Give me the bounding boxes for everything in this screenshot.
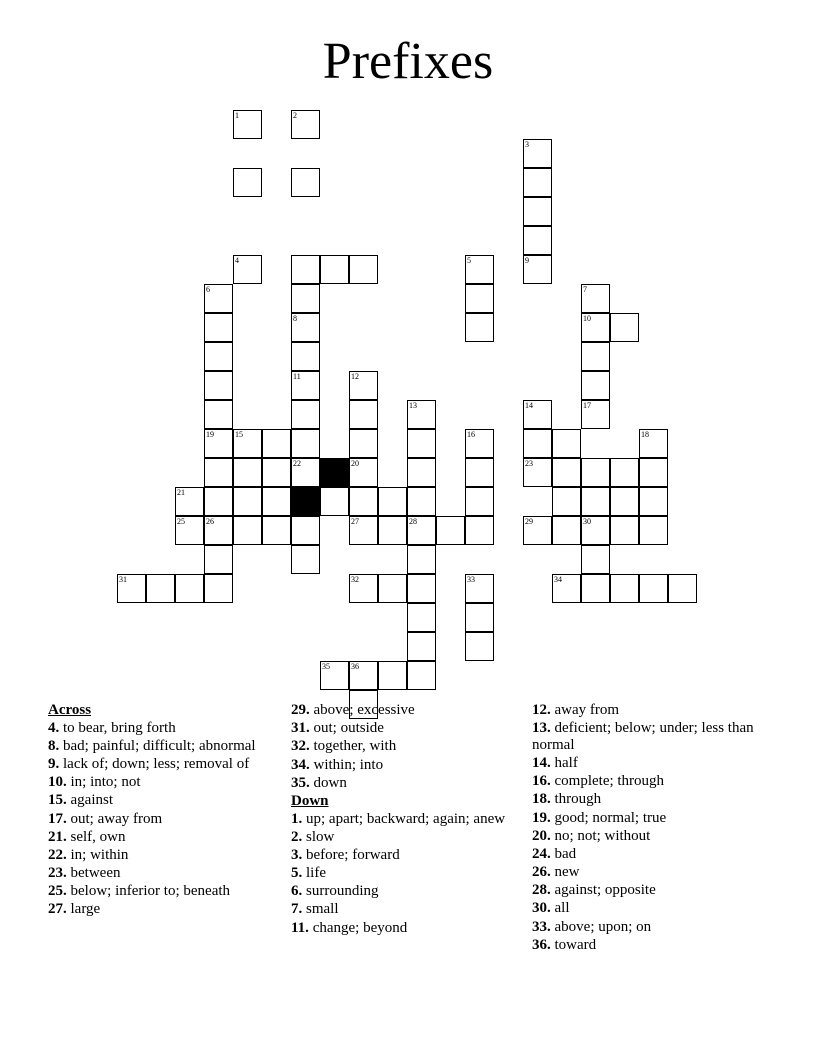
- grid-cell[interactable]: [204, 487, 233, 516]
- across-clue: [48, 756, 280, 773]
- grid-cell[interactable]: [523, 197, 552, 226]
- cell-number: 29: [525, 517, 533, 526]
- down-clue: [291, 883, 523, 900]
- grid-cell[interactable]: [204, 574, 233, 603]
- grid-cell[interactable]: [465, 255, 494, 284]
- cell-number: 11: [293, 372, 301, 381]
- cell-number: 14: [525, 401, 533, 410]
- cell-number: 32: [351, 575, 359, 584]
- grid-cell[interactable]: [610, 458, 639, 487]
- grid-cell[interactable]: [262, 429, 291, 458]
- across-clue: [291, 775, 523, 792]
- grid-cell[interactable]: [378, 487, 407, 516]
- clue-text: together, with: [309, 738, 397, 755]
- black-cell: [291, 487, 320, 516]
- cell-number: 8: [293, 314, 297, 323]
- clue-text: away from: [550, 702, 620, 718]
- grid-cell[interactable]: [610, 574, 639, 603]
- clue-text: self, own: [66, 828, 126, 845]
- grid-cell[interactable]: [349, 458, 378, 487]
- grid-cell[interactable]: [146, 574, 175, 603]
- cell-number: 31: [119, 575, 127, 584]
- clue-text: bad; painful; difficult; abnormal: [59, 737, 256, 754]
- clue-number: 6.: [291, 883, 303, 900]
- down-clue: [532, 810, 764, 827]
- clue-number: 24.: [532, 845, 551, 862]
- grid-cell[interactable]: [204, 313, 233, 342]
- clue-number: 7.: [291, 901, 303, 918]
- grid-cell[interactable]: [291, 458, 320, 487]
- grid-cell[interactable]: [349, 661, 378, 690]
- grid-cell[interactable]: [610, 313, 639, 342]
- grid-cell[interactable]: [552, 458, 581, 487]
- clue-text: surrounding: [302, 883, 379, 900]
- clue-text: down: [309, 774, 347, 791]
- across-clue: [48, 774, 280, 791]
- grid-cell[interactable]: [581, 284, 610, 313]
- cell-number: 27: [351, 517, 359, 526]
- grid-cell[interactable]: [639, 429, 668, 458]
- clue-text: up; apart; backward; again; anew: [302, 810, 506, 827]
- clue-number: 2.: [291, 828, 303, 845]
- grid-cell[interactable]: [581, 545, 610, 574]
- down-clue: [532, 846, 764, 863]
- clue-number: 29.: [291, 702, 310, 718]
- grid-cell[interactable]: [349, 371, 378, 400]
- grid-cell[interactable]: [436, 516, 465, 545]
- grid-cell[interactable]: [523, 255, 552, 284]
- down-clue: [532, 773, 764, 790]
- grid-cell[interactable]: [639, 516, 668, 545]
- clue-text: slow: [302, 828, 335, 845]
- grid-cell[interactable]: [291, 429, 320, 458]
- clue-column-2: [291, 702, 523, 938]
- clue-text: all: [550, 900, 570, 917]
- clue-text: change; beyond: [308, 919, 408, 936]
- grid-cell[interactable]: [320, 255, 349, 284]
- clue-text: toward: [550, 936, 597, 953]
- grid-cell[interactable]: [291, 313, 320, 342]
- clue-column-1: [48, 702, 280, 920]
- clue-number: 5.: [291, 865, 303, 882]
- cell-number: 18: [641, 430, 649, 439]
- grid-cell[interactable]: [523, 400, 552, 429]
- cell-number: 21: [177, 488, 185, 497]
- grid-cell[interactable]: [523, 516, 552, 545]
- clue-number: 11.: [291, 919, 309, 936]
- clue-text: in; into; not: [66, 774, 141, 791]
- grid-cell[interactable]: [407, 516, 436, 545]
- grid-cell[interactable]: [465, 516, 494, 545]
- grid-cell[interactable]: [175, 574, 204, 603]
- grid-cell[interactable]: [465, 574, 494, 603]
- clue-text: new: [550, 864, 580, 881]
- grid-cell[interactable]: [204, 458, 233, 487]
- clue-number: 26.: [532, 864, 551, 881]
- cell-number: 10: [583, 314, 591, 323]
- cell-number: 35: [322, 662, 330, 671]
- down-heading: Down: [291, 792, 329, 809]
- clue-text: before; forward: [302, 846, 400, 863]
- grid-cell[interactable]: [233, 110, 262, 139]
- cell-number: 28: [409, 517, 417, 526]
- grid-cell[interactable]: [407, 661, 436, 690]
- down-clue: [532, 702, 764, 719]
- grid-cell[interactable]: [204, 284, 233, 313]
- clue-number: 10.: [48, 774, 67, 791]
- clue-number: 12.: [532, 702, 551, 718]
- clue-text: half: [550, 754, 578, 771]
- cell-number: 5: [467, 256, 471, 265]
- clue-number: 28.: [532, 882, 551, 899]
- grid-cell[interactable]: [407, 487, 436, 516]
- grid-cell[interactable]: [610, 516, 639, 545]
- across-clue: [48, 883, 280, 900]
- cell-number: 15: [235, 430, 243, 439]
- grid-cell[interactable]: [581, 458, 610, 487]
- grid-cell[interactable]: [465, 632, 494, 661]
- clue-number: 23.: [48, 865, 67, 882]
- grid-cell[interactable]: [262, 516, 291, 545]
- cell-number: 34: [554, 575, 562, 584]
- clue-text: against: [66, 792, 113, 809]
- clue-number: 18.: [532, 791, 551, 808]
- across-clue: [291, 738, 523, 755]
- clue-text: through: [550, 791, 602, 808]
- clue-text: deficient; below; under; less than normal: [532, 720, 754, 753]
- across-clue: [291, 702, 523, 719]
- clue-text: good; normal; true: [550, 809, 667, 826]
- clue-number: 16.: [532, 773, 551, 790]
- grid-cell[interactable]: [465, 603, 494, 632]
- grid-cell[interactable]: [407, 400, 436, 429]
- grid-cell[interactable]: [523, 139, 552, 168]
- clue-text: below; inferior to; beneath: [66, 883, 231, 900]
- clue-text: within; into: [309, 756, 384, 773]
- grid-cell[interactable]: [523, 168, 552, 197]
- grid-cell[interactable]: [523, 458, 552, 487]
- grid-cell[interactable]: [291, 284, 320, 313]
- grid-cell[interactable]: [204, 545, 233, 574]
- grid-cell[interactable]: [233, 458, 262, 487]
- down-clue: [532, 720, 764, 753]
- clue-number: 31.: [291, 720, 310, 737]
- across-clue: [48, 720, 280, 737]
- down-clue: [532, 937, 764, 954]
- clue-text: against; opposite: [550, 882, 656, 899]
- clue-number: 1.: [291, 810, 303, 827]
- grid-cell[interactable]: [523, 226, 552, 255]
- down-clue: [532, 791, 764, 808]
- grid-cell[interactable]: [407, 574, 436, 603]
- grid-cell[interactable]: [291, 168, 320, 197]
- grid-cell[interactable]: [204, 429, 233, 458]
- grid-cell[interactable]: [581, 516, 610, 545]
- grid-cell[interactable]: [349, 429, 378, 458]
- clue-text: out; away from: [66, 810, 163, 827]
- grid-cell[interactable]: [407, 632, 436, 661]
- clue-text: to bear, bring forth: [59, 719, 176, 736]
- clue-text: life: [302, 865, 326, 882]
- grid-cell[interactable]: [291, 545, 320, 574]
- clue-number: 20.: [532, 827, 551, 844]
- cell-number: 2: [293, 111, 297, 120]
- down-clue: [532, 919, 764, 936]
- clue-number: 17.: [48, 810, 67, 827]
- down-clue: [291, 865, 523, 882]
- grid-cell[interactable]: [407, 603, 436, 632]
- grid-cell[interactable]: [233, 168, 262, 197]
- cell-number: 23: [525, 459, 533, 468]
- down-clue: [532, 864, 764, 881]
- grid-cell[interactable]: [291, 110, 320, 139]
- clue-number: 27.: [48, 901, 67, 918]
- across-clue: [291, 720, 523, 737]
- grid-cell[interactable]: [204, 342, 233, 371]
- clue-text: above; upon; on: [550, 918, 652, 935]
- grid-cell[interactable]: [668, 574, 697, 603]
- clue-number: 22.: [48, 846, 67, 863]
- grid-cell[interactable]: [407, 429, 436, 458]
- grid-cell[interactable]: [291, 342, 320, 371]
- grid-cell[interactable]: [204, 516, 233, 545]
- across-clue: [291, 757, 523, 774]
- grid-cell[interactable]: [552, 574, 581, 603]
- grid-cell[interactable]: [291, 371, 320, 400]
- grid-cell[interactable]: [349, 574, 378, 603]
- across-clue: [48, 738, 280, 755]
- grid-cell[interactable]: [262, 487, 291, 516]
- grid-cell[interactable]: [378, 574, 407, 603]
- cell-number: 22: [293, 459, 301, 468]
- grid-cell[interactable]: [552, 516, 581, 545]
- cell-number: 12: [351, 372, 359, 381]
- grid-cell[interactable]: [349, 487, 378, 516]
- grid-cell[interactable]: [378, 516, 407, 545]
- down-clue: [532, 828, 764, 845]
- clue-number: 14.: [532, 754, 551, 771]
- clue-text: between: [66, 865, 121, 882]
- clue-number: 30.: [532, 900, 551, 917]
- clue-number: 13.: [532, 720, 551, 737]
- cell-number: 4: [235, 256, 239, 265]
- grid-cell[interactable]: [581, 342, 610, 371]
- grid-cell[interactable]: [407, 545, 436, 574]
- cell-number: 3: [525, 140, 529, 149]
- clue-text: small: [302, 901, 339, 918]
- down-clue: [532, 755, 764, 772]
- grid-cell[interactable]: [349, 400, 378, 429]
- cell-number: 36: [351, 662, 359, 671]
- across-heading: Across: [48, 702, 92, 718]
- grid-cell[interactable]: [320, 487, 349, 516]
- grid-cell[interactable]: [407, 458, 436, 487]
- grid-cell[interactable]: [610, 487, 639, 516]
- clue-text: in; within: [66, 846, 129, 863]
- clue-text: out; outside: [309, 720, 384, 737]
- cell-number: 1: [235, 111, 239, 120]
- cell-number: 13: [409, 401, 417, 410]
- clue-number: 33.: [532, 918, 551, 935]
- grid-cell[interactable]: [581, 371, 610, 400]
- clue-number: 4.: [48, 719, 60, 736]
- clue-text: bad: [550, 845, 577, 862]
- clue-number: 8.: [48, 737, 60, 754]
- grid-cell[interactable]: [175, 516, 204, 545]
- grid-cell[interactable]: [581, 313, 610, 342]
- cell-number: 16: [467, 430, 475, 439]
- black-cell: [320, 458, 349, 487]
- across-clue: [48, 847, 280, 864]
- grid-cell[interactable]: [117, 574, 146, 603]
- grid-cell[interactable]: [523, 429, 552, 458]
- cell-number: 33: [467, 575, 475, 584]
- grid-cell[interactable]: [204, 371, 233, 400]
- grid-cell[interactable]: [349, 255, 378, 284]
- down-clue: [291, 811, 523, 828]
- across-clue: [48, 829, 280, 846]
- grid-cell[interactable]: [552, 487, 581, 516]
- grid-cell[interactable]: [291, 516, 320, 545]
- across-clue: [48, 865, 280, 882]
- clue-number: 9.: [48, 755, 60, 772]
- grid-cell[interactable]: [204, 400, 233, 429]
- across-clue: [48, 792, 280, 809]
- cell-number: 19: [206, 430, 214, 439]
- grid-cell[interactable]: [465, 429, 494, 458]
- grid-cell[interactable]: [639, 574, 668, 603]
- grid-cell[interactable]: [233, 255, 262, 284]
- grid-cell[interactable]: [581, 487, 610, 516]
- clue-number: 36.: [532, 936, 551, 953]
- grid-cell[interactable]: [291, 255, 320, 284]
- grid-cell[interactable]: [581, 574, 610, 603]
- clue-number: 21.: [48, 828, 67, 845]
- grid-cell[interactable]: [581, 400, 610, 429]
- across-clue: [48, 811, 280, 828]
- grid-cell[interactable]: [320, 661, 349, 690]
- down-clue: [291, 829, 523, 846]
- clue-text: complete; through: [550, 773, 665, 790]
- clue-number: 15.: [48, 792, 67, 809]
- clue-number: 25.: [48, 883, 67, 900]
- clue-number: 32.: [291, 738, 310, 755]
- grid-cell[interactable]: [233, 429, 262, 458]
- cell-number: 17: [583, 401, 591, 410]
- grid-cell[interactable]: [639, 458, 668, 487]
- down-clue: [291, 920, 523, 937]
- grid-cell[interactable]: [233, 516, 262, 545]
- cell-number: 25: [177, 517, 185, 526]
- grid-cell[interactable]: [349, 516, 378, 545]
- clue-text: lack of; down; less; removal of: [59, 755, 250, 772]
- cell-number: 6: [206, 285, 210, 294]
- grid-cell[interactable]: [465, 487, 494, 516]
- cell-number: 30: [583, 517, 591, 526]
- down-clue: [532, 900, 764, 917]
- puzzle-title: Prefixes: [322, 33, 494, 90]
- clue-number: 19.: [532, 809, 551, 826]
- down-clue: [291, 847, 523, 864]
- grid-cell[interactable]: [262, 458, 291, 487]
- clue-text: large: [66, 901, 101, 918]
- clue-number: 3.: [291, 846, 303, 863]
- grid-cell[interactable]: [465, 284, 494, 313]
- across-clue: [48, 901, 280, 918]
- grid-cell[interactable]: [465, 458, 494, 487]
- cell-number: 9: [525, 256, 529, 265]
- cell-number: 7: [583, 285, 587, 294]
- cell-number: 26: [206, 517, 214, 526]
- grid-cell[interactable]: [639, 487, 668, 516]
- clue-text: no; not; without: [550, 827, 651, 844]
- clue-number: 35.: [291, 774, 310, 791]
- grid-cell[interactable]: [291, 400, 320, 429]
- clue-column-3: [532, 702, 764, 955]
- clue-text: above; excessive: [309, 702, 415, 718]
- grid-cell[interactable]: [378, 661, 407, 690]
- grid-cell[interactable]: [175, 487, 204, 516]
- clue-number: 34.: [291, 756, 310, 773]
- down-clue: [532, 882, 764, 899]
- grid-cell[interactable]: [233, 487, 262, 516]
- cell-number: 20: [351, 459, 359, 468]
- down-clue: [291, 901, 523, 918]
- grid-cell[interactable]: [465, 313, 494, 342]
- grid-cell[interactable]: [552, 429, 581, 458]
